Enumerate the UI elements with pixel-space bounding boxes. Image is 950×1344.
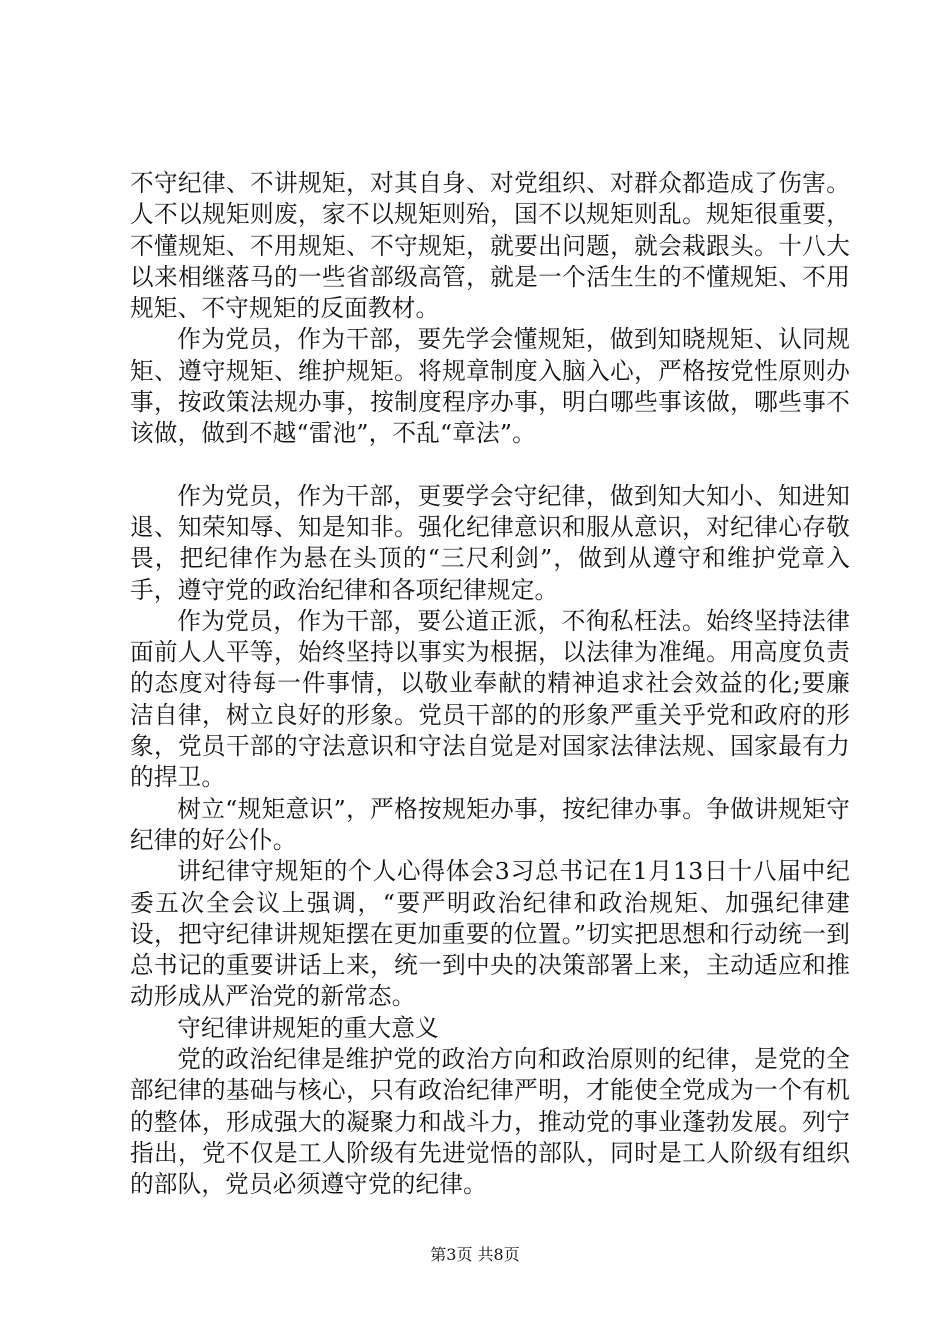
paragraph-personal-experience: 讲纪律守规矩的个人心得体会3习总书记在1月13日十八届中纪委五次全会议上强调，“要严明政治纪律和政治规矩、加强纪律建设，把守纪律讲规矩摆在更加重要的位置。”切实把思想和行动统一到总书记的重要讲话上来，统一到中央的决策部署上来，主动适应和推动形成从严治党的新常态。 — [130, 857, 850, 1011]
paragraph-understand-rules: 作为党员，作为干部，要先学会懂规矩，做到知晓规矩、认同规矩、遵守规矩、维护规矩。将规章制度入脑入心，严格按党性原则办事，按政策法规办事，按制度程序办事，明白哪些事该做，哪些事不该做，做到不越“雷池”，不乱“章法”。 — [130, 325, 850, 448]
paragraph-spacer — [130, 450, 850, 481]
paragraph-political-discipline: 党的政治纪律是维护党的政治方向和政治原则的纪律，是党的全部纪律的基础与核心，只有政治纪律严明，才能使全党成为一个有机的整体，形成强大的凝聚力和战斗力，推动党的事业蓬勃发展。列宁指出，党不仅是工人阶级有先进觉悟的部队，同时是工人阶级有组织的部队，党员必须遵守党的纪律。 — [130, 1045, 850, 1199]
page-number-footer: 第3页 共8页 — [430, 1245, 520, 1264]
paragraph-be-upright: 作为党员，作为干部，要公道正派，不徇私枉法。始终坚持法律面前人人平等，始终坚持以事实为根据，以法律为准绳。用高度负责的态度对待每一件事情，以敬业奉献的精神追求社会效益的化;要廉洁自律，树立良好的形象。党员干部的的形象严重关乎党和政府的形象，党员干部的守法意识和守法自觉是对国家法律法规、国家最有力的捍卫。 — [130, 606, 850, 792]
paragraph-continuation: 不守纪律、不讲规矩，对其自身、对党组织、对群众都造成了伤害。人不以规矩则废，家不以规矩则殆，国不以规矩则乱。规矩很重要，不懂规矩、不用规矩、不守规矩，就要出问题，就会栽跟头。十八大以来相继落马的一些省部级高管，就是一个活生生的不懂规矩、不用规矩、不守规矩的反面教材。 — [130, 169, 850, 323]
paragraph-rules-awareness: 树立“规矩意识”，严格按规矩办事，按纪律办事。争做讲规矩守纪律的好公仆。 — [130, 794, 850, 854]
paragraph-keep-discipline: 作为党员，作为干部，更要学会守纪律，做到知大知小、知进知退、知荣知辱、知是知非。强化纪律意识和服从意识，对纪律心存敬畏，把纪律作为悬在头顶的“三尺利剑”，做到从遵守和维护党章入手，遵守党的政治纪律和各项纪律规定。 — [130, 481, 850, 604]
document-body — [130, 168, 850, 1201]
section-heading-significance: 守纪律讲规矩的重大意义 — [177, 1013, 439, 1042]
